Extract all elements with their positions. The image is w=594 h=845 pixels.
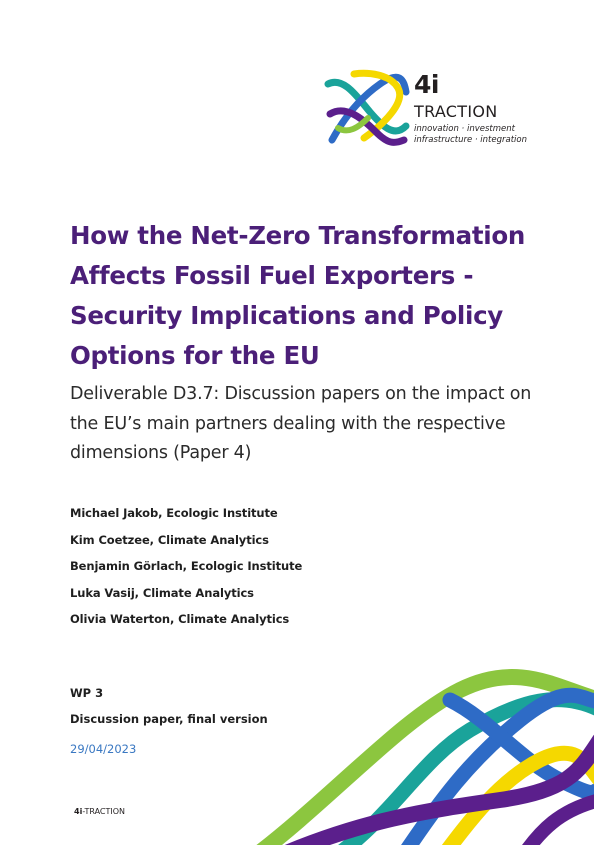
- footer-brand: [74, 807, 125, 816]
- document-date: 29/04/2023: [70, 742, 137, 756]
- logo-mark-icon: [324, 68, 410, 148]
- project-logo: [324, 68, 544, 150]
- author-list: [70, 500, 302, 633]
- logo-subname: TRACTION: [414, 102, 498, 121]
- work-package: WP 3: [70, 686, 104, 700]
- footer-brand-suffix: -TRACTION: [82, 807, 126, 816]
- logo-tagline-line-2: infrastructure · integration: [414, 134, 528, 145]
- document-version: Discussion paper, final version: [70, 712, 268, 726]
- document-subtitle: Deliverable D3.7: Discussion papers on the impact on the EU’s main partners dealing with the respective dimensions (Paper 4): [70, 384, 532, 463]
- logo-tagline: [414, 124, 554, 145]
- document-title: How the Net-Zero Transformation Affects Fossil Fuel Exporters - Security Implications and Policy Options for the EU: [70, 221, 526, 370]
- author-item: Kim Coetzee, Climate Analytics: [70, 532, 269, 547]
- footer-brand-prefix: 4i: [74, 807, 83, 816]
- author-item: Michael Jakob, Ecologic Institute: [70, 506, 278, 520]
- logo-tagline-line-1: innovation · investment: [414, 124, 515, 134]
- author-item: Luka Vasij, Climate Analytics: [70, 585, 254, 600]
- logo-name: 4i: [414, 70, 439, 99]
- author-item: Olivia Waterton, Climate Analytics: [70, 612, 290, 626]
- author-item: Benjamin Görlach, Ecologic Institute: [70, 559, 303, 573]
